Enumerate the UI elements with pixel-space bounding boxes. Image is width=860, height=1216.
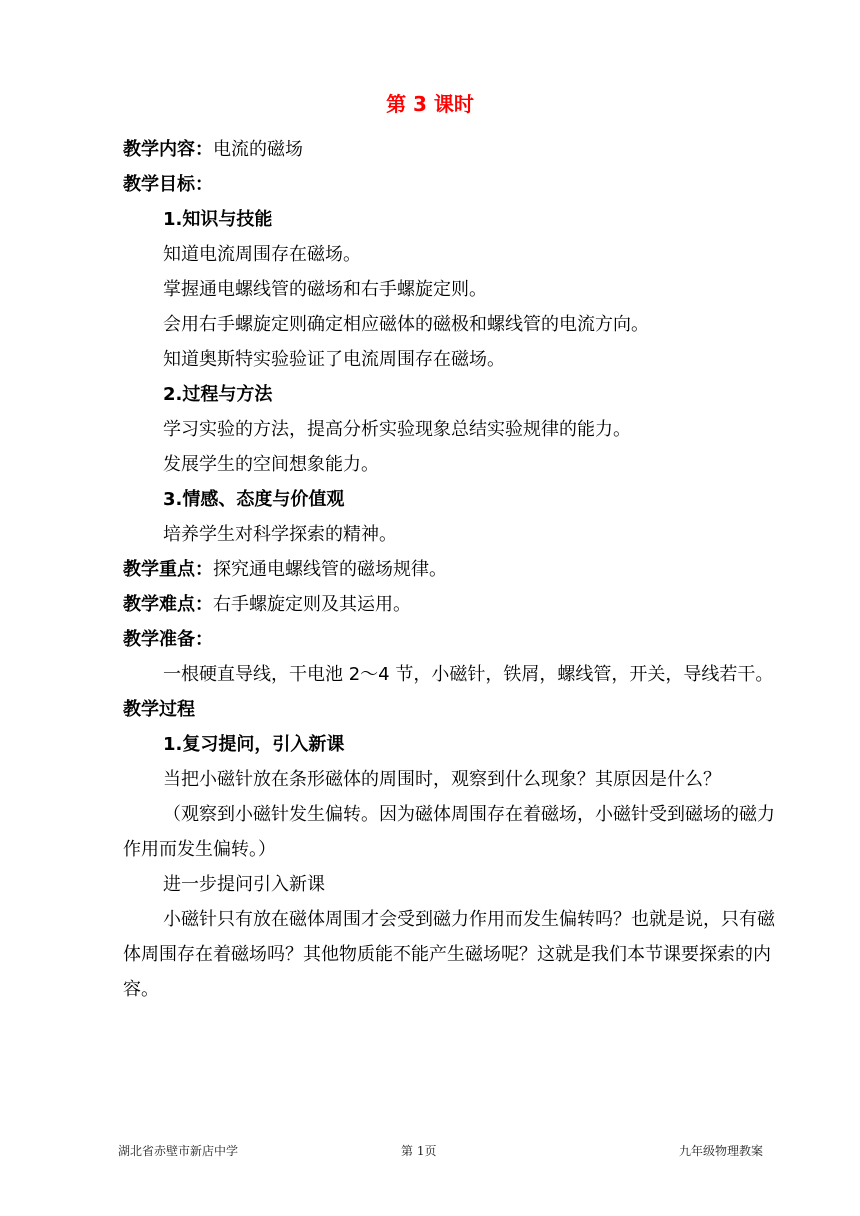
goal-section-3-heading: 3.情感、态度与价值观	[163, 489, 345, 510]
process-answer: （观察到小磁针发生偏转。因为磁体周围存在着磁场，小磁针受到磁场的磁力作用而发生偏转。）	[123, 804, 775, 860]
teaching-content-label: 教学内容：	[123, 139, 213, 160]
footer-doc-type: 九年级物理教案	[678, 1144, 763, 1158]
teaching-prep-label: 教学准备：	[123, 629, 213, 650]
process-question: 当把小磁针放在条形磁体的周围时，观察到什么现象？其原因是什么？	[163, 769, 721, 790]
teaching-focus-label: 教学重点：	[123, 559, 213, 580]
goal-item: 知道奥斯特实验验证了电流周围存在磁场。	[163, 349, 505, 370]
teaching-content-value: 电流的磁场	[213, 139, 303, 160]
goal-section-1-heading: 1.知识与技能	[163, 209, 273, 230]
lesson-body	[123, 132, 783, 1007]
goal-item: 发展学生的空间想象能力。	[163, 454, 379, 475]
process-lead: 进一步提问引入新课	[163, 874, 325, 895]
teaching-difficulty-value: 右手螺旋定则及其运用。	[213, 594, 411, 615]
teaching-focus-value: 探究通电螺线管的磁场规律。	[213, 559, 447, 580]
teaching-difficulty-label: 教学难点：	[123, 594, 213, 615]
teaching-difficulty-row	[123, 587, 783, 622]
goal-item: 掌握通电螺线管的磁场和右手螺旋定则。	[163, 279, 487, 300]
process-step-1-heading: 1.复习提问，引入新课	[163, 734, 345, 755]
teaching-process-label: 教学过程	[123, 699, 195, 720]
process-question: 小磁针只有放在磁体周围才会受到磁力作用而发生偏转吗？也就是说，只有磁体周围存在着磁场吗？其他物质能不能产生磁场呢？这就是我们本节课要探索的内容。	[123, 909, 775, 1000]
goal-item: 学习实验的方法，提高分析实验现象总结实验规律的能力。	[163, 419, 631, 440]
teaching-content-row	[123, 132, 783, 167]
lesson-title: 第 3 课时	[386, 92, 474, 116]
goal-item: 会用右手螺旋定则确定相应磁体的磁极和螺线管的电流方向。	[163, 314, 649, 335]
goal-item: 知道电流周围存在磁场。	[163, 244, 361, 265]
teaching-focus-row	[123, 552, 783, 587]
teaching-prep-text: 一根硬直导线，干电池 2～4 节，小磁针，铁屑，螺线管，开关，导线若干。	[163, 664, 774, 685]
footer-school: 湖北省赤壁市新店中学	[118, 1144, 239, 1158]
goal-item: 培养学生对科学探索的精神。	[163, 524, 397, 545]
teaching-goals-label: 教学目标：	[123, 174, 213, 195]
goal-section-2-heading: 2.过程与方法	[163, 384, 273, 405]
footer-page-number: 第 1页	[401, 1144, 437, 1158]
